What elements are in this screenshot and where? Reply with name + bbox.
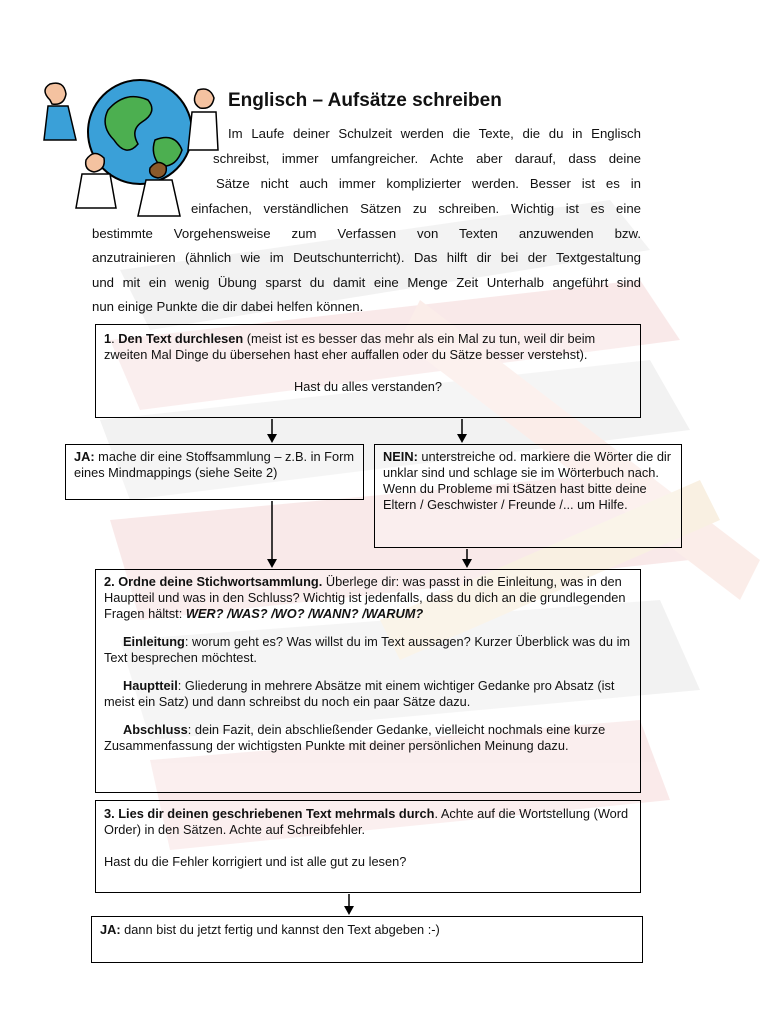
arrow-down-icon [266, 419, 278, 444]
intro-line: bestimmte Vorgehensweise zum Verfassen von Texten anzuwenden bzw. [92, 226, 641, 241]
end-label: Abschluss [123, 722, 188, 737]
step2-box [95, 569, 641, 793]
page-title: Englisch – Aufsätze schreiben [228, 90, 502, 111]
step2-heading: 2. Ordne deine Stichwortsammlung. [104, 574, 323, 589]
final-text: dann bist du jetzt fertig und kannst den Text abgeben :-) [120, 922, 440, 937]
no1-label: NEIN: [383, 449, 418, 464]
step3-question: Hast du die Fehler korrigiert und ist alle gut zu lesen? [104, 854, 407, 869]
yes1-text: mache dir eine Stoffsammlung – z.B. in Form eines Mindmappings (siehe Seite 2) [74, 449, 354, 480]
intro-line: und mit ein wenig Übung sparst du damit eine Menge Zeit Unterhalb angeführt sind [92, 275, 641, 290]
intro-text: : worum geht es? Was willst du im Text aussagen? Kurzer Überblick was du im Text besprechen möchtest. [104, 634, 631, 665]
no-box-1 [374, 444, 682, 548]
arrow-down-icon [461, 549, 473, 569]
final-box [91, 916, 643, 963]
yes1-label: JA: [74, 449, 95, 464]
step3-box [95, 800, 641, 893]
yes-box-1 [65, 444, 364, 500]
intro-label: Einleitung [123, 634, 185, 649]
main-label: Hauptteil [123, 678, 178, 693]
arrow-down-icon [343, 894, 355, 916]
no1-text: unterstreiche od. markiere die Wörter die dir unklar sind und schlage sie im Wörterbuch nach. Wenn du Probleme mi tSätzen hast bitte deine Eltern / Geschwister / Freunde /... um Hilfe. [383, 449, 672, 512]
end-text: : dein Fazit, dein abschließender Gedanke, vielleicht nochmals eine kurze Zusammenfassung der wichtigsten Punkte mit deiner persönlichen Meinung dazu. [104, 722, 606, 753]
intro-line: Im Laufe deiner Schulzeit werden die Texte, die du in Englisch [228, 126, 641, 141]
step3-heading: 3. Lies dir deinen geschriebenen Text mehrmals durch [104, 806, 435, 821]
step1-question: Hast du alles verstanden? [294, 379, 442, 394]
step2-questions: WER? /WAS? /WO? /WANN? /WARUM? [185, 606, 424, 621]
intro-line: einfachen, verständlichen Sätzen zu schreiben. Wichtig ist es eine [191, 201, 641, 216]
intro-line: schreibst, immer umfangreicher. Achte aber darauf, dass deine [213, 151, 641, 166]
step1-text: (meist ist es besser das mehr als ein Mal zu tun, weil dir beim zweiten Mal Dinge du übersehen hast eher auffallen oder du Sätze besser verstehst). [104, 331, 596, 362]
step1-number: 1 [104, 331, 112, 346]
intro-line: anzutrainieren (ähnlich wie im Deutschunterricht). Das hilft dir bei der Textgestaltung [92, 250, 641, 265]
step3-text: . Achte auf die Wortstellung (Word Order) in den Sätzen. Achte auf Schreibfehler. [104, 806, 629, 837]
arrow-down-icon [266, 501, 278, 569]
main-text: : Gliederung in mehrere Absätze mit einem wichtiger Gedanke pro Absatz (ist meist ein Satz) und dann schreibst du noch ein paar Sätze dazu. [104, 678, 615, 709]
step1-box: 1. Den Text durchlesen (meist ist es besser das mehr als ein Mal zu tun, weil dir beim zweiten Mal Dinge du übersehen hast eher auffallen oder du Sätze besser verstehst). Hast du alles verstanden? [95, 324, 641, 418]
intro-line: nun einige Punkte die dir dabei helfen können. [92, 299, 364, 314]
final-label: JA: [100, 922, 121, 937]
intro-line: Sätze nicht auch immer komplizierter werden. Besser ist es in [216, 176, 641, 191]
step1-heading: Den Text durchlesen [118, 331, 244, 346]
step2-text: Überlege dir: was passt in die Einleitung, was in den Hauptteil und was in den Schluss? Wichtig ist jedenfalls, dass du dich an die grundlegenden Fragen hältst: [104, 574, 626, 621]
arrow-down-icon [456, 419, 468, 444]
